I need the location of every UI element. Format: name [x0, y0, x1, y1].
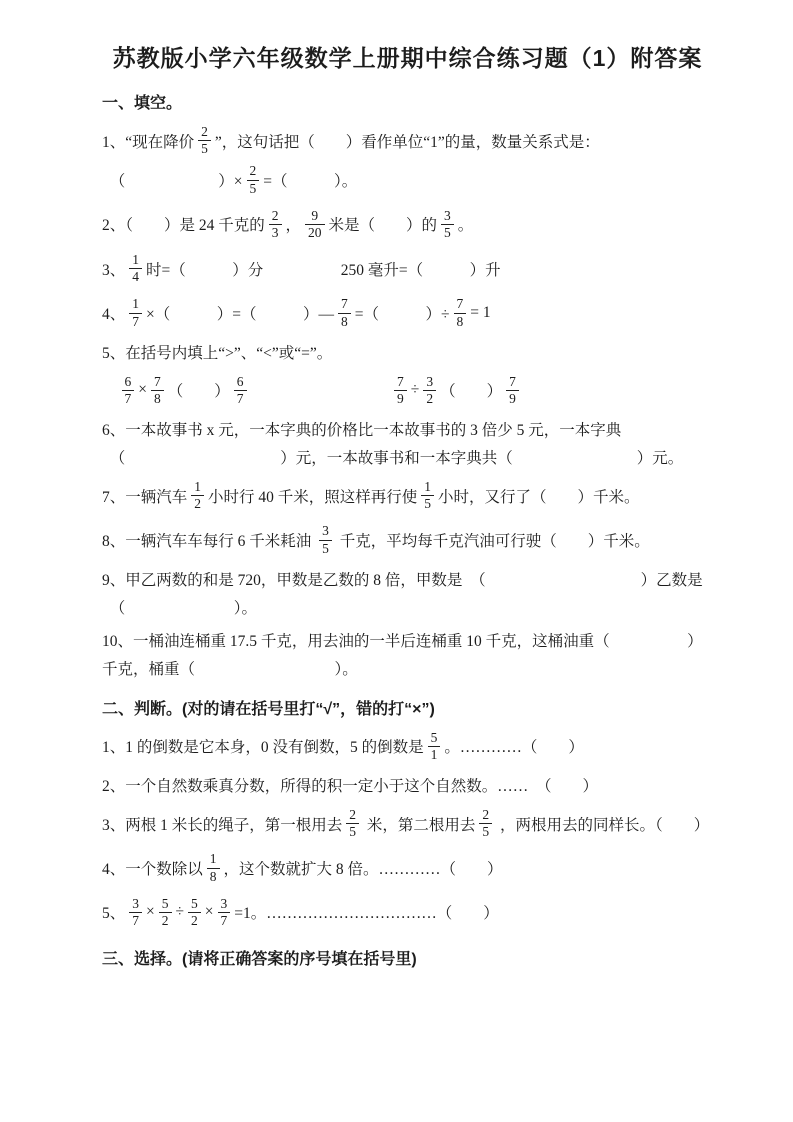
fraction-denominator: 5: [479, 823, 492, 839]
fraction-numerator: 3: [444, 207, 451, 223]
judge-1: [102, 730, 713, 763]
text-run: 。: [457, 217, 474, 235]
fraction-denominator: 5: [441, 224, 454, 240]
fraction: [454, 297, 467, 328]
fraction: [479, 808, 492, 839]
fraction: [207, 852, 220, 883]
fraction-denominator: 9: [394, 390, 407, 406]
fraction: [188, 897, 201, 928]
fraction-denominator: 5: [346, 823, 359, 839]
question-1-line-2: [102, 163, 713, 196]
fraction: [129, 897, 142, 928]
judge-2: [102, 774, 713, 796]
fraction-denominator: 7: [129, 313, 142, 329]
question-6-line-1: [102, 418, 713, 440]
text-run: 二、判断。(对的请在括号里打“√”，错的打“×”): [102, 700, 435, 718]
question-9-line-2: [102, 596, 713, 618]
text-run: 小时行 40 千米，照这样再行使: [208, 488, 418, 506]
fraction-numerator: 2: [201, 124, 208, 139]
text-run: 7、一辆汽车: [102, 488, 188, 506]
text-run: 5、: [102, 905, 126, 923]
text-run: ×（ ）=（ ）—: [146, 306, 334, 324]
question-8: [102, 523, 713, 556]
fraction-numerator: 1: [194, 479, 202, 495]
text-run: 一、填空。: [102, 95, 183, 112]
fraction-numerator: 5: [161, 895, 169, 911]
fraction: [269, 209, 282, 240]
fraction-denominator: 7: [122, 390, 135, 406]
fraction: [338, 297, 351, 328]
fraction-denominator: 5: [319, 540, 332, 556]
text-run: 3、两根 1 米长的绳子，第一根用去: [102, 816, 343, 834]
text-run: ÷: [175, 903, 185, 921]
fraction-denominator: 7: [218, 912, 231, 928]
question-7: [102, 479, 713, 512]
fraction-numerator: 3: [426, 373, 434, 389]
text-run: ，这个数就扩大 8 倍。…………（ ）: [223, 861, 503, 879]
question-5-comparisons: [102, 374, 713, 407]
question-10-line-2: [102, 657, 713, 679]
fraction: [441, 209, 454, 240]
text-run: （ ）: [440, 383, 503, 401]
fraction: [423, 375, 436, 406]
fraction-numerator: 3: [220, 895, 228, 911]
text-run: [251, 379, 391, 401]
fraction-denominator: 8: [207, 868, 220, 884]
fraction: [234, 375, 247, 406]
text-run: 1、“现在降价: [102, 133, 195, 151]
section-3-heading: [102, 946, 713, 969]
text-run: 1、1 的倒数是它本身，0 没有倒数，5 的倒数是: [102, 739, 424, 757]
text-run: = 1: [470, 304, 491, 322]
fraction-denominator: 5: [247, 180, 260, 196]
fraction-numerator: 2: [482, 807, 490, 823]
fraction-denominator: 5: [421, 495, 434, 511]
question-1-line-1: [102, 124, 713, 157]
fraction-numerator: 9: [311, 207, 319, 223]
text-run: ×: [146, 903, 155, 921]
fraction: [129, 253, 142, 284]
text-run: 三、选择。(请将正确答案的序号填在括号里): [102, 951, 417, 969]
fraction-numerator: 2: [249, 163, 257, 179]
text-run: =（ ）÷: [354, 306, 450, 324]
fraction-numerator: 5: [191, 895, 198, 911]
question-2: [102, 208, 713, 241]
fraction: [346, 808, 359, 839]
fraction-numerator: 1: [132, 252, 140, 268]
text-run: =1。……………………………（ ）: [234, 905, 499, 923]
fraction-denominator: 2: [423, 390, 436, 406]
text-run: 5、在括号内填上“>”、“<”或“=”。: [102, 344, 333, 362]
fraction: [394, 375, 407, 406]
text-run: 10、一桶油连桶重 17.5 千克，用去油的一半后连桶重 10 千克，这桶油重（ ）: [102, 632, 703, 650]
text-run: 2、（ ）是 24 千克的: [102, 217, 265, 235]
fraction: [305, 209, 325, 240]
text-run: =（ ）。: [263, 173, 358, 191]
text-run: （ ）元，一本故事书和一本字典共（ ）元。: [102, 450, 684, 468]
question-3: [102, 252, 713, 285]
fraction: [129, 297, 142, 328]
text-run: ×: [138, 381, 148, 399]
fraction-numerator: 2: [349, 807, 357, 823]
text-run: 4、: [102, 306, 126, 324]
fraction: [247, 164, 260, 195]
text-run: ，两根用去的同样长。（ ）: [496, 816, 710, 834]
fraction-denominator: 1: [428, 746, 441, 762]
fraction-numerator: 1: [209, 851, 217, 867]
fraction-numerator: 2: [271, 207, 279, 223]
fraction-numerator: 1: [132, 296, 140, 312]
fraction-denominator: 4: [129, 268, 142, 284]
fraction: [151, 375, 164, 406]
fraction-denominator: 8: [151, 390, 164, 406]
text-run: （ ）。: [102, 599, 258, 617]
text-run: ，: [285, 217, 302, 235]
fraction-denominator: 9: [506, 390, 519, 406]
section-1-heading: [102, 90, 713, 113]
fraction-denominator: 3: [269, 224, 282, 240]
text-run: ”，这句话把（ ）看作单位“1”的量，数量关系式是：: [214, 133, 600, 151]
text-run: 2、一个自然数乘真分数，所得的积一定小于这个自然数。…… （ ）: [102, 778, 599, 796]
fraction: [122, 375, 135, 406]
page-title: 苏教版小学六年级数学上册期中综合练习题（1）附答案: [112, 45, 703, 71]
text-run: 千克，桶重（ ）。: [102, 660, 358, 678]
text-run: 9、甲乙两数的和是 720，甲数是乙数的 8 倍，甲数是 （ ）乙数是: [102, 571, 703, 589]
judge-3: [102, 807, 713, 840]
fraction-numerator: 1: [424, 479, 432, 495]
fraction: [319, 524, 332, 555]
text-run: ÷: [410, 381, 420, 399]
text-run: 米是（ ）的: [328, 217, 438, 235]
text-run: [102, 379, 118, 401]
text-run: 3、: [102, 261, 126, 279]
fraction: [198, 125, 211, 156]
fraction-numerator: 5: [430, 729, 438, 745]
text-run: 。…………（ ）: [444, 739, 584, 757]
text-run: 时=（ ）分 250 毫升=（ ）升: [146, 261, 501, 279]
section-2-heading: [102, 696, 713, 719]
judge-4: [102, 851, 713, 884]
fraction-numerator: 7: [456, 296, 464, 312]
fraction: [159, 897, 172, 928]
fraction-numerator: 7: [397, 373, 404, 389]
fraction-numerator: 7: [509, 373, 516, 389]
fraction-numerator: 6: [124, 373, 132, 389]
judge-5: [102, 896, 713, 929]
fraction-denominator: 7: [234, 390, 247, 406]
text-run: 千克，平均每千克汽油可行驶（ ）千米。: [335, 533, 650, 551]
fraction-numerator: 7: [154, 373, 161, 389]
fraction-denominator: 20: [305, 224, 325, 240]
worksheet-body: [102, 90, 713, 969]
text-run: 4、一个数除以: [102, 861, 203, 879]
question-6-line-2: [102, 446, 713, 468]
text-run: 8、一辆汽车车每行 6 千米耗油: [102, 533, 316, 551]
fraction-denominator: 2: [191, 495, 204, 511]
fraction-numerator: 3: [132, 895, 140, 911]
fraction-numerator: 6: [236, 373, 244, 389]
fraction: [506, 375, 519, 406]
question-10-line-1: [102, 629, 713, 651]
fraction-denominator: 5: [198, 140, 211, 156]
text-run: 小时，又行了（ ）千米。: [438, 488, 640, 506]
question-4: [102, 296, 713, 329]
fraction-numerator: 3: [322, 523, 329, 539]
question-5-instruction: [102, 341, 713, 363]
fraction-denominator: 2: [159, 912, 172, 928]
text-run: （ ）×: [102, 173, 243, 191]
text-run: ×: [204, 903, 214, 921]
text-run: 米，第二根用去: [363, 816, 476, 834]
fraction-denominator: 7: [129, 912, 142, 928]
fraction: [218, 897, 231, 928]
fraction-denominator: 8: [338, 313, 351, 329]
fraction: [421, 480, 434, 511]
text-run: （ ）: [167, 383, 230, 401]
fraction-denominator: 8: [454, 313, 467, 329]
fraction-numerator: 7: [341, 296, 348, 312]
text-run: 6、一本故事书 x 元，一本字典的价格比一本故事书的 3 倍少 5 元，一本字典: [102, 422, 622, 440]
fraction: [191, 480, 204, 511]
fraction-denominator: 2: [188, 912, 201, 928]
question-9-line-1: [102, 568, 713, 590]
fraction: [428, 731, 441, 762]
